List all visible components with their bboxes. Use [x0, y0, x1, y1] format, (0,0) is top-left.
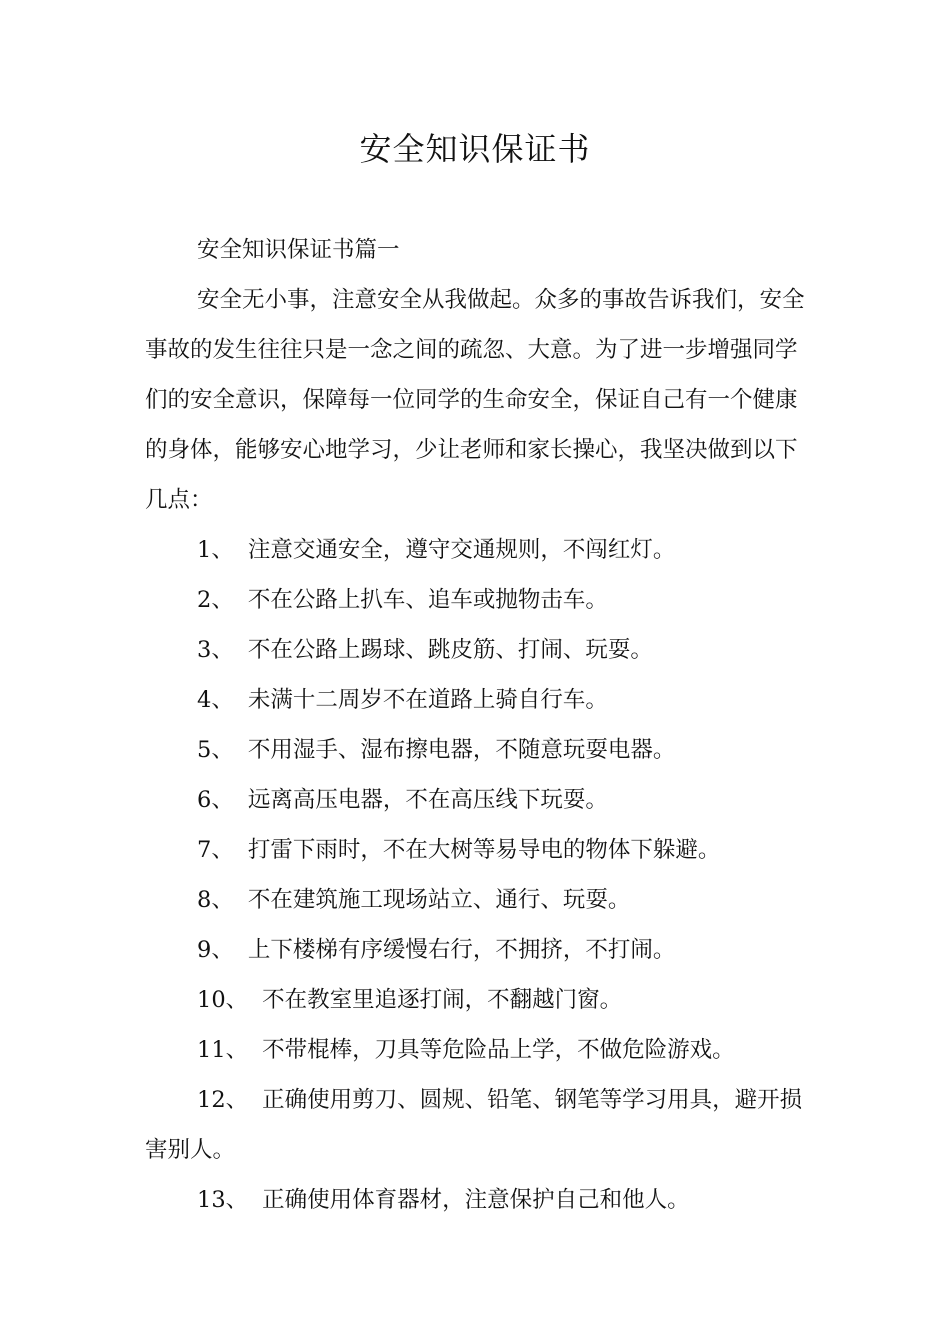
list-item-number: 10、: [197, 987, 249, 1013]
list-item-number: 7、: [197, 837, 234, 863]
list-item: [145, 825, 807, 875]
list-item-number: 8、: [197, 887, 234, 913]
list-item: [145, 975, 807, 1025]
list-item-text: 正确使用剪刀、圆规、铅笔、钢笔等学习用具，避开损害别人。: [145, 1087, 803, 1163]
list-item: [145, 575, 807, 625]
list-item-number: 13、: [197, 1187, 249, 1213]
list-item-text: 上下楼梯有序缓慢右行，不拥挤，不打闹。: [247, 937, 676, 963]
list-item-text: 不用湿手、湿布擦电器，不随意玩耍电器。: [247, 737, 676, 763]
list-item: [145, 1025, 807, 1075]
list-item-text: 远离高压电器，不在高压线下玩耍。: [247, 787, 608, 813]
list-item-number: 12、: [197, 1087, 249, 1113]
list-item-text: 未满十二周岁不在道路上骑自行车。: [247, 687, 608, 713]
list-item-number: 5、: [197, 737, 234, 763]
list-item: [145, 675, 807, 725]
list-item-number: 2、: [197, 587, 234, 613]
list-item-text: 不在建筑施工现场站立、通行、玩耍。: [247, 887, 631, 913]
intro-paragraph: 安全无小事，注意安全从我做起。众多的事故告诉我们，安全事故的发生往往只是一念之间的疏忽、大意。为了进一步增强同学们的安全意识，保障每一位同学的生命安全，保证自己有一个健康的身体，能够安心地学习，少让老师和家长操心，我坚决做到以下几点：: [145, 287, 805, 513]
page-title: 安全知识保证书: [359, 130, 591, 168]
list-item-text: 不在公路上踢球、跳皮筋、打闹、玩耍。: [247, 637, 653, 663]
list-item: [145, 725, 807, 775]
list-item-number: 9、: [197, 937, 234, 963]
list-item-number: 6、: [197, 787, 234, 813]
list-item: [145, 525, 807, 575]
list-item-number: 3、: [197, 637, 234, 663]
list-item-number: 4、: [197, 687, 234, 713]
document-body: [145, 225, 807, 1225]
list-item-text: 打雷下雨时，不在大树等易导电的物体下躲避。: [247, 837, 721, 863]
list-item-text: 正确使用体育器材，注意保护自己和他人。: [262, 1187, 690, 1213]
list-item-number: 1、: [197, 537, 234, 563]
list-item-text: 不在教室里追逐打闹，不翻越门窗。: [262, 987, 623, 1013]
list-item: [145, 1175, 807, 1225]
list-item: [145, 625, 807, 675]
list-item-text: 注意交通安全，遵守交通规则，不闯红灯。: [247, 537, 676, 563]
list-item: [145, 875, 807, 925]
list-item: [145, 1075, 807, 1175]
list-item-number: 11、: [197, 1037, 249, 1063]
list-item: [145, 925, 807, 975]
list-item-text: 不在公路上扒车、追车或抛物击车。: [247, 587, 608, 613]
list-item-text: 不带棍棒，刀具等危险品上学，不做危险游戏。: [262, 1037, 735, 1063]
section-heading: 安全知识保证书篇一: [197, 237, 400, 263]
list-item: [145, 775, 807, 825]
